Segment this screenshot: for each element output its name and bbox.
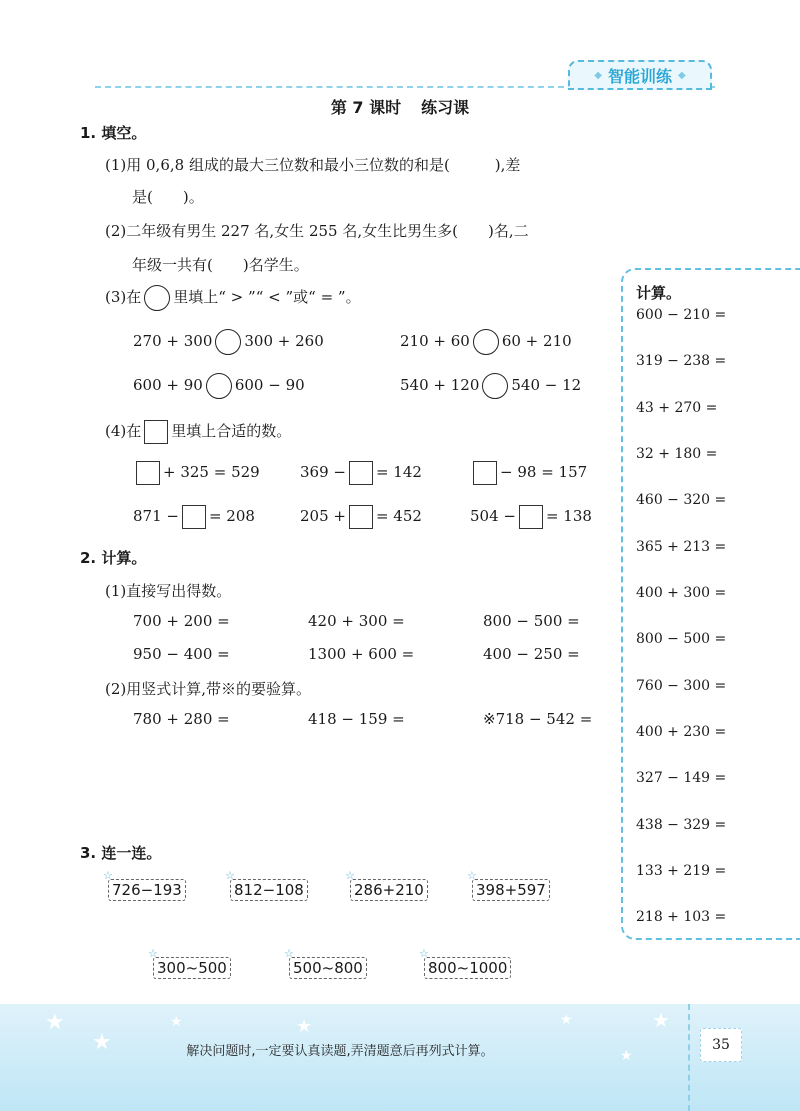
fill-left: 871 − [133,507,179,525]
match-expression[interactable] [467,869,550,901]
fill-right: = 208 [208,507,255,525]
fill-item [470,461,587,485]
match-range[interactable] [419,947,511,979]
side-calc: 760 − 300 = [636,678,727,694]
square-icon [144,420,168,444]
compare-left: 600 + 90 [133,376,203,394]
star-icon: ☆ [345,869,355,882]
match-expression-label: 812−108 [234,881,304,899]
compare-right: 540 − 12 [511,376,582,394]
fill-right: = 138 [545,507,592,525]
match-range-label: 500~800 [293,959,363,977]
q2-line-1: (2)二年级有男生 227 名,女生 255 名,女生比男生多( )名,二 [105,222,529,240]
fill-left: 369 − [300,463,346,481]
side-calc: 600 − 210 = [636,307,727,323]
vertical-calc: 780 + 280 = [133,710,230,728]
dot-icon: ◆ [594,69,602,81]
sec2-sub1: (1)直接写出得数。 [105,582,232,600]
compare-circle[interactable] [215,329,241,355]
compare-circle[interactable] [473,329,499,355]
side-calc: 460 − 320 = [636,492,727,508]
section-1-heading: 1. 填空。 [80,124,147,142]
match-expression-label: 726−193 [112,881,182,899]
side-calc: 218 + 103 = [636,909,727,925]
answer-box[interactable] [473,461,497,485]
side-panel-title: 计算。 [636,284,682,302]
answer-box[interactable] [136,461,160,485]
direct-calc: 950 − 400 = [133,645,230,663]
compare-item [400,329,572,355]
compare-item [133,373,305,399]
compare-item [133,329,324,355]
answer-box[interactable] [519,505,543,529]
direct-calc: 1300 + 600 = [308,645,415,663]
lesson-name: 练习课 [421,98,470,117]
q3-prefix: (3)在 [105,288,142,306]
side-calc: 319 − 238 = [636,353,727,369]
fill-right: = 142 [375,463,422,481]
circle-icon [144,285,170,311]
fill-left: 205 + [300,507,346,525]
fill-item [133,505,255,529]
star-icon: ☆ [225,869,235,882]
match-range-label: 300~500 [157,959,227,977]
star-icon: ★ [170,1014,183,1030]
star-icon: ☆ [284,947,294,960]
match-expression-label: 398+597 [476,881,546,899]
side-calc: 438 − 329 = [636,817,727,833]
q1-line-1: (1)用 0,6,8 组成的最大三位数和最小三位数的和是( ),差 [105,156,521,174]
side-calc: 365 + 213 = [636,539,727,555]
compare-item [400,373,581,399]
star-icon: ★ [92,1030,112,1055]
match-expression-label: 286+210 [354,881,424,899]
direct-calc: 800 − 500 = [483,612,580,630]
direct-calc: 420 + 300 = [308,612,405,630]
fill-item [300,461,422,485]
q1-line-2: 是( )。 [132,188,204,206]
direct-calc: 400 − 250 = [483,645,580,663]
q4-instruction [105,420,291,444]
answer-box[interactable] [182,505,206,529]
match-range-label: 800~1000 [428,959,508,977]
q3-suffix: 里填上“ > ”“ < ”或“ = ”。 [173,288,361,306]
fill-item [470,505,592,529]
compare-left: 210 + 60 [400,332,470,350]
match-range[interactable] [148,947,231,979]
star-icon: ★ [620,1048,633,1064]
compare-circle[interactable] [482,373,508,399]
sec2-sub2: (2)用竖式计算,带※的要验算。 [105,680,312,698]
compare-left: 540 + 120 [400,376,480,394]
q3-instruction [105,285,361,311]
match-expression[interactable] [345,869,428,901]
star-icon: ★ [652,1008,670,1032]
fill-item [300,505,422,529]
answer-box[interactable] [349,505,373,529]
dot-icon: ◆ [678,69,686,81]
compare-left: 270 + 300 [133,332,213,350]
side-calc: 133 + 219 = [636,863,727,879]
page-title [0,95,800,118]
section-tag [568,60,712,90]
q2-line-2: 年级一共有( )名学生。 [132,256,309,274]
footer-tip: 解决问题时,一定要认真读题,弄清题意后再列式计算。 [186,1044,494,1059]
fill-right: − 98 = 157 [500,463,588,481]
compare-right: 60 + 210 [501,332,572,350]
star-icon: ☆ [148,947,158,960]
page-number: 35 [700,1028,742,1062]
section-3-heading: 3. 连一连。 [80,844,162,862]
compare-right: 300 + 260 [244,332,324,350]
fill-item [133,461,260,485]
star-icon: ☆ [103,869,113,882]
side-calc: 400 + 230 = [636,724,727,740]
star-icon: ★ [296,1016,313,1037]
side-calc: 327 − 149 = [636,770,727,786]
vertical-calc: 418 − 159 = [308,710,405,728]
star-icon: ★ [560,1012,573,1028]
section-tag-label: 智能训练 [607,66,672,86]
side-calc: 400 + 300 = [636,585,727,601]
q4-suffix: 里填上合适的数。 [171,422,292,440]
section-2-heading: 2. 计算。 [80,549,147,567]
direct-calc: 700 + 200 = [133,612,230,630]
fill-right: = 452 [375,507,422,525]
fill-left: 504 − [470,507,516,525]
star-icon: ★ [45,1010,65,1035]
compare-right: 600 − 90 [234,376,305,394]
star-icon: ☆ [467,869,477,882]
compare-circle[interactable] [206,373,232,399]
lesson-number: 第 7 课时 [330,98,402,117]
side-calc: 800 − 500 = [636,631,727,647]
match-range[interactable] [284,947,367,979]
match-expression[interactable] [103,869,186,901]
side-calc: 43 + 270 = [636,400,718,416]
fill-right: + 325 = 529 [163,463,260,481]
star-icon: ☆ [419,947,429,960]
footer-divider [688,1004,690,1111]
side-calc: 32 + 180 = [636,446,718,462]
answer-box[interactable] [349,461,373,485]
q4-prefix: (4)在 [105,422,142,440]
vertical-calc: ※718 − 542 = [483,710,593,728]
match-expression[interactable] [225,869,308,901]
